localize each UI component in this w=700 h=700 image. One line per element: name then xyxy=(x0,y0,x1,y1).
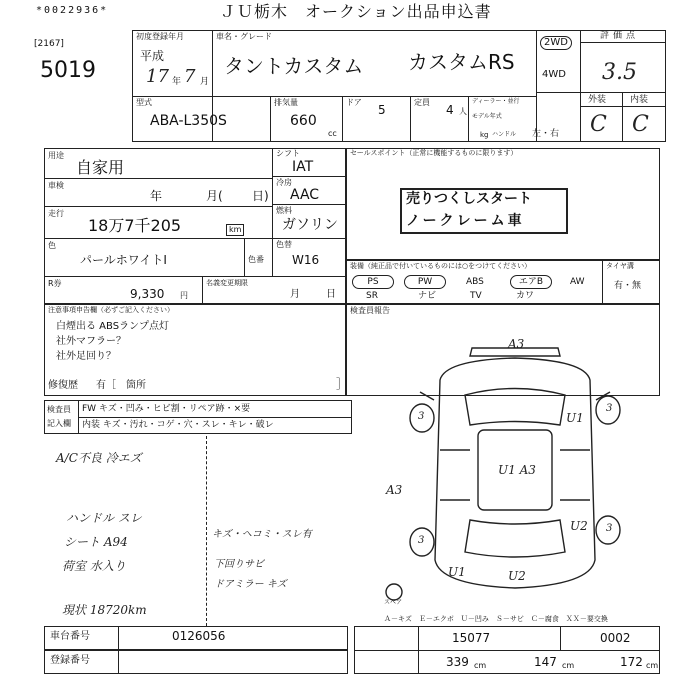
mark-bottom: U2 xyxy=(508,569,526,583)
recycle-label: R券 xyxy=(48,279,62,288)
registration-era: 平成 xyxy=(140,49,165,63)
mark-right-rear: U2 xyxy=(570,519,588,533)
hand-mid-3: ドアミラー キズ xyxy=(214,579,287,590)
sales-stamp-line2: ノークレーム車 xyxy=(406,213,525,229)
recycle-value: 9,330 xyxy=(130,287,165,301)
equip-aw-value: 有・無 xyxy=(614,281,642,291)
name-change-day: 日 xyxy=(326,289,336,300)
usage-value: 自家用 xyxy=(76,158,125,177)
fuel-value: ガソリン xyxy=(282,217,338,233)
equip-tv: TV xyxy=(470,291,482,301)
equip-sr: SR xyxy=(366,291,378,301)
inspection-report-label1: 検査員 xyxy=(47,405,71,414)
dealer-label: ディーラー・並行 xyxy=(472,98,520,105)
hand-line-5: 現状 18720km xyxy=(62,603,147,617)
registration-month-unit: 月 xyxy=(200,77,210,87)
inspection-year: 年 xyxy=(150,189,163,203)
height-value: 172 xyxy=(620,655,643,669)
notes-box xyxy=(44,304,349,396)
equip-navi: ナビ xyxy=(418,291,437,301)
bottom-value-1: 15077 xyxy=(452,631,491,645)
spare-label: スペア xyxy=(384,599,403,606)
hand-mid-2: 下回りサビ xyxy=(214,559,264,570)
recycle-unit: 円 xyxy=(180,291,188,300)
notes-line-3: 社外足回り？ xyxy=(56,351,116,362)
inspection-report-row1: FW キズ・凹み・ヒビ割・リペア跡・×要 xyxy=(82,404,251,414)
evaluation-label: 評価点 xyxy=(600,31,640,41)
interior-grade: C xyxy=(632,112,649,137)
interior-label: 内装 xyxy=(630,95,649,105)
handle-options: 左・右 xyxy=(532,129,560,139)
exterior-grade: C xyxy=(590,112,607,137)
damage-legend: Ａ－キズ Ｅ－エクボ Ｕ－凹み Ｓ－サビ Ｃ－腐食 ＸＸ－要交換 xyxy=(384,615,608,623)
width-unit: cm xyxy=(562,661,575,670)
hand-line-2: ハンドル スレ xyxy=(66,511,142,525)
displacement-label: 排気量 xyxy=(274,98,298,107)
mileage-unit: km xyxy=(226,224,244,236)
color-label: 色 xyxy=(48,241,56,250)
registration-label: 初度登録年月 xyxy=(136,32,184,41)
drive-2wd: 2WD xyxy=(540,36,572,50)
equip-ps: PS xyxy=(352,275,394,289)
inspection-month: 月( xyxy=(206,189,223,203)
color-code: W16 xyxy=(292,253,320,267)
mark-circle-rl: 3 xyxy=(418,535,425,546)
length-unit: cm xyxy=(474,661,487,670)
registration-month: 7 xyxy=(184,66,196,87)
repair-label: 修復歴 xyxy=(48,380,78,391)
shift-value: IAT xyxy=(292,159,314,175)
notes-line-2: 社外マフラー？ xyxy=(56,336,126,347)
repair-close: ］ xyxy=(336,377,349,391)
repair-value: 有［ 箇所 xyxy=(96,380,146,391)
color-code-label: 色番 xyxy=(248,255,264,264)
capacity-unit: 人 xyxy=(459,107,467,116)
mileage-label: 走行 xyxy=(48,209,64,218)
lot-code: [2167] xyxy=(34,39,64,49)
color-value: パールホワイトI xyxy=(80,253,167,267)
mark-circle-fl: 3 xyxy=(418,411,425,422)
exterior-label: 外装 xyxy=(588,95,607,105)
document-title: ＪＵ栃木 オークション出品申込書 xyxy=(220,2,492,21)
capacity-label: 定員 xyxy=(414,98,430,107)
sales-stamp-line1: 売りつくしスタート xyxy=(406,191,532,207)
mark-circle-rr: 3 xyxy=(606,523,613,534)
usage-label: 用途 xyxy=(48,151,64,160)
equip-pw: PW xyxy=(404,275,446,289)
sales-point-label: セールスポイント（正常に機能するものに限ります） xyxy=(350,149,518,157)
mark-right-door: U1 xyxy=(566,411,584,425)
displacement-value: 660 xyxy=(290,113,317,129)
inspection-report-label2: 記入欄 xyxy=(47,419,71,428)
inspection-label: 車検 xyxy=(48,181,64,190)
load-unit: kg xyxy=(480,131,489,139)
model-year-label: モデル年式 xyxy=(472,113,502,120)
bottom-value-2: 0002 xyxy=(600,631,631,645)
mileage-value: 18万7千205 xyxy=(88,216,182,235)
shift-label: シフト xyxy=(276,149,300,158)
mark-roof: U1 A3 xyxy=(498,463,536,477)
car-grade: カスタムRS xyxy=(408,50,515,74)
doors-value: 5 xyxy=(378,103,386,117)
car-name-label: 車名・グレード xyxy=(216,32,272,41)
frame-number-value: 0126056 xyxy=(172,629,226,643)
serial-number: *0022936* xyxy=(36,5,109,16)
color-change-label: 色替 xyxy=(276,240,292,249)
capacity-value: 4 xyxy=(446,103,454,117)
inspection-report-row2: 内装 キズ・汚れ・コゲ・穴・スレ・キレ・破レ xyxy=(82,420,274,430)
hand-line-1: A/C不良 冷エズ xyxy=(56,451,142,465)
mark-side: A3 xyxy=(386,483,403,497)
aircon-label: 冷房 xyxy=(276,178,292,187)
inspection-day: 日) xyxy=(252,189,269,203)
inspector-label: 検査員報告 xyxy=(350,306,390,315)
notes-line-1: 白煙出る ABSランプ点灯 xyxy=(56,321,170,332)
hand-line-4: 荷室 水入り xyxy=(62,559,126,573)
height-unit: cm xyxy=(646,661,659,670)
mark-left-bottom: U1 xyxy=(448,565,466,579)
displacement-unit: cc xyxy=(328,129,337,138)
name-change-month: 月 xyxy=(290,289,300,300)
handwritten-divider xyxy=(206,436,207,626)
registration-year-unit: 年 xyxy=(172,77,182,87)
model-value: ABA-L350S xyxy=(150,113,227,129)
equip-abs: ABS xyxy=(466,277,484,287)
registration-year: 17 xyxy=(146,66,169,87)
hand-line-3: シート A94 xyxy=(64,535,128,549)
hand-mid-1: キズ・ヘコミ・スレ有 xyxy=(212,529,312,540)
name-change-label: 名義変更期限 xyxy=(206,279,248,287)
frame-number-label: 車台番号 xyxy=(50,631,90,642)
lot-number: 5019 xyxy=(40,58,96,83)
fuel-label: 燃料 xyxy=(276,206,292,215)
length-value: 339 xyxy=(446,655,469,669)
width-value: 147 xyxy=(534,655,557,669)
drive-4wd: 4WD xyxy=(542,69,566,80)
equip-airbag: エアB xyxy=(510,275,552,289)
mark-circle-fr: 3 xyxy=(606,403,613,414)
equipment-label: 装備（純正品で付いているものには○をつけてください） xyxy=(350,262,532,270)
equip-aw: AW xyxy=(570,277,585,287)
doors-label: ドア xyxy=(346,98,362,107)
mark-top: A3 xyxy=(508,337,525,351)
car-name: タントカスタム xyxy=(224,54,364,78)
notes-label: 注意事項申告欄（必ずご記入ください） xyxy=(48,306,174,314)
evaluation-score: 3.5 xyxy=(602,60,637,85)
aircon-value: AAC xyxy=(290,187,320,203)
handle-label: ハンドル xyxy=(492,131,517,138)
tire-label: タイヤ溝 xyxy=(606,262,634,270)
model-label: 型式 xyxy=(136,98,152,107)
plate-number-label: 登録番号 xyxy=(50,655,90,666)
equip-leather: カワ xyxy=(516,291,535,301)
